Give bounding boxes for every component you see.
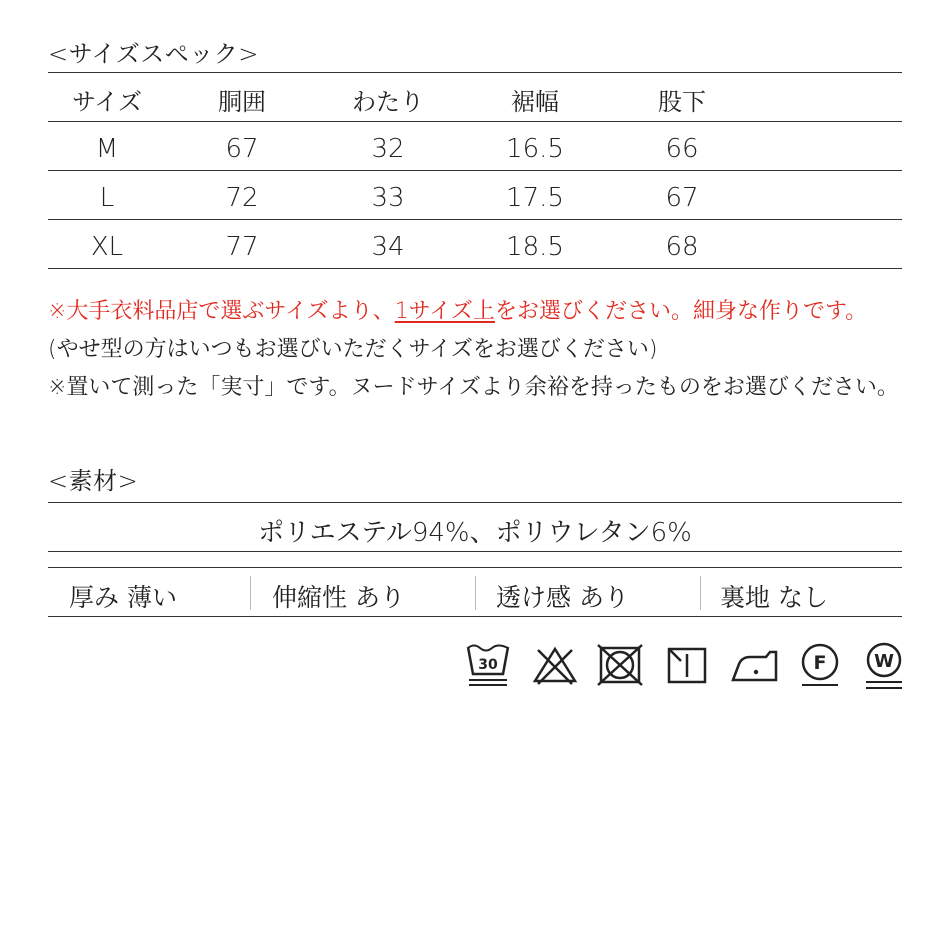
divider xyxy=(250,576,251,610)
hem-cell: 17.5 xyxy=(506,183,564,213)
thickness-attribute: 厚み 薄い xyxy=(69,583,177,612)
header-waist: 胴囲 xyxy=(218,88,266,116)
row-rule xyxy=(48,170,902,171)
waist-cell: 72 xyxy=(225,183,259,213)
iron-low-icon xyxy=(730,640,780,690)
wet-clean-letter: W xyxy=(874,651,894,672)
note-text: をお選びください。細身な作りです。 xyxy=(494,299,868,324)
inseam-cell: 66 xyxy=(665,134,699,164)
header-thigh: わたり xyxy=(352,88,424,116)
wet-clean-w-icon xyxy=(862,640,906,692)
hem-cell: 16.5 xyxy=(506,134,564,164)
header-size: サイズ xyxy=(71,88,143,116)
table-bottom-rule xyxy=(48,268,902,269)
divider xyxy=(475,576,476,610)
size-cell: L xyxy=(99,183,115,213)
slim-fit-note: (やせ型の方はいつもお選びいただくサイズをお選びください) xyxy=(48,337,658,362)
note-text: ※大手衣料品店で選ぶサイズより、 xyxy=(48,299,395,324)
dry-clean-letter: F xyxy=(813,652,827,674)
size-up-emphasis: 1サイズ上 xyxy=(394,299,495,324)
thigh-cell: 34 xyxy=(371,232,405,262)
inseam-cell: 68 xyxy=(665,232,699,262)
attributes-bottom-rule xyxy=(48,616,902,617)
measurement-note: ※置いて測った「実寸」です。ヌードサイズより余裕を持ったものをお選びください。 xyxy=(48,375,899,400)
header-hem: 裾幅 xyxy=(511,88,559,116)
size-cell: M xyxy=(95,134,119,164)
stretch-attribute: 伸縮性 あり xyxy=(272,583,405,612)
waist-cell: 77 xyxy=(225,232,259,262)
thigh-cell: 33 xyxy=(371,183,405,213)
header-rule xyxy=(48,121,902,122)
material-composition: ポリエステル94%、ポリウレタン6% xyxy=(258,518,692,548)
material-rule xyxy=(48,551,902,552)
row-rule xyxy=(48,219,902,220)
sheerness-attribute: 透け感 あり xyxy=(496,583,629,612)
header-inseam: 股下 xyxy=(658,88,706,116)
wash-30-gentle-icon xyxy=(465,640,511,690)
no-bleach-icon xyxy=(532,640,578,690)
wash-temp-label: 30 xyxy=(478,657,498,673)
no-tumble-dry-icon xyxy=(597,640,643,690)
size-cell: XL xyxy=(90,232,124,262)
lining-attribute: 裏地 なし xyxy=(720,583,828,612)
size-advice-note xyxy=(48,294,867,325)
size-spec-heading: <サイズスペック> xyxy=(48,40,259,68)
line-dry-shade-icon xyxy=(664,640,710,690)
material-top-rule xyxy=(48,502,902,503)
inseam-cell: 67 xyxy=(665,183,699,213)
divider xyxy=(700,576,701,610)
thigh-cell: 32 xyxy=(371,134,405,164)
attributes-top-rule xyxy=(48,567,902,568)
waist-cell: 67 xyxy=(225,134,259,164)
hem-cell: 18.5 xyxy=(506,232,564,262)
dry-clean-f-icon xyxy=(797,640,843,690)
table-top-rule xyxy=(48,72,902,73)
material-heading: <素材> xyxy=(48,467,139,495)
